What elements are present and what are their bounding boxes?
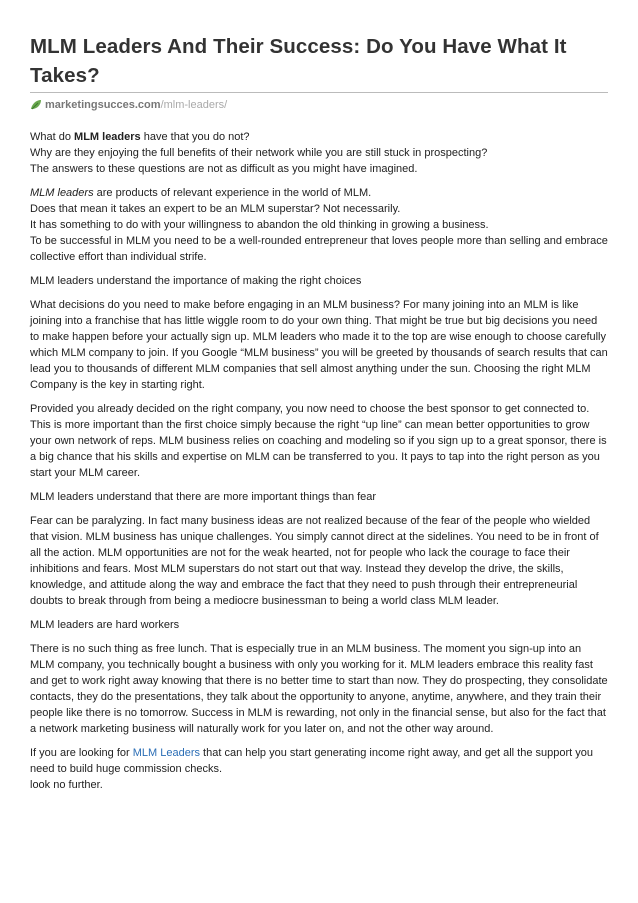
article-body: [30, 129, 608, 793]
closing-paragraph: [30, 745, 608, 793]
intro-q3: The answers to these questions are not as difficult as you might have imagined.: [30, 163, 418, 175]
source-line: [30, 98, 608, 112]
intro-q1-post: have that you do not?: [140, 131, 250, 143]
section-heading-choices: MLM leaders understand the importance of making the right choices: [30, 275, 362, 287]
products-paragraph: [30, 185, 608, 265]
sponsor-paragraph: Provided you already decided on the right company, you now need to choose the best sponsor to get connected to. This is more important than the first choice simply because the right “up line” can mean better opportunities to grow your own network of reps. MLM business relies on coaching and modeling so if you sign up to a great sponsor, there is a big chance that his skills and expertise on MLM can be transferred to you. It pays to tap into the right person as you start your MLM career.: [30, 403, 607, 479]
intro-paragraph: [30, 129, 608, 177]
source-path[interactable]: /mlm-leaders/: [160, 99, 228, 111]
leaf-icon: [30, 99, 42, 110]
title-divider: [30, 92, 608, 93]
products-line-2: Does that mean it takes an expert to be an MLM superstar? Not necessarily.: [30, 203, 401, 215]
closing-pre: If you are looking for: [30, 747, 133, 759]
intro-q1-pre: What do: [30, 131, 75, 143]
products-line-1: are products of relevant experience in the world of MLM.: [93, 187, 372, 199]
section-heading-workers: MLM leaders are hard workers: [30, 619, 180, 631]
choices-paragraph: What decisions do you need to make before engaging in an MLM business? For many joining into an MLM is like joining into a franchise that has little wiggle room to do your own thing. That might be true but big decisions you need to make happen before your actually sign up. MLM leaders who made it to the top are wise enough to choose carefully which MLM company to join. If you Google “MLM business” you will be greeted by thousands of search results that can lead you to thousands of different MLM companies that sell almost anything under the sun. Choosing the right MLM Company is the key in starting right.: [30, 299, 608, 391]
fear-paragraph: Fear can be paralyzing. In fact many business ideas are not realized because of the fear of the people who wielded that vision. MLM business has unique challenges. You simply cannot direct at the sidelines. You need to be in front of all the action. MLM opportunities are not for the weak hearted, not for people who lack the courage to face their inhibitions and fears. Most MLM superstars do not start out that way. Instead they develop the drive, the skills, knowledge, and attitude along the way and embrace the fact that they need to push through their entrepreneurial doubts to break through from being a mediocre businessman to being a world class MLM leader.: [30, 515, 599, 607]
source-domain-link[interactable]: marketingsucces.com: [45, 99, 161, 111]
closing-post: that can help you start generating income right away, and get all the support you need to build huge commission checks.: [30, 747, 593, 775]
intro-q2: Why are they enjoying the full benefits of their network while you are still stuck in prospecting?: [30, 147, 488, 159]
products-line-4: To be successful in MLM you need to be a well-rounded entrepreneur that loves people more than selling and embrace collective effort than individual strife.: [30, 235, 608, 263]
products-line-3: It has something to do with your willingness to abandon the old thinking in growing a business.: [30, 219, 489, 231]
mlm-leaders-link[interactable]: MLM Leaders: [132, 747, 200, 759]
section-heading-fear: MLM leaders understand that there are more important things than fear: [30, 491, 377, 503]
intro-q1-bold: MLM leaders: [74, 131, 141, 143]
products-italic: MLM leaders: [30, 187, 94, 199]
closing-line-2: look no further.: [30, 779, 103, 791]
workers-paragraph: There is no such thing as free lunch. That is especially true in an MLM business. The moment you sign-up into an MLM company, you technically bought a business with only you working for it. MLM leaders embrace this reality fast and get to work right away knowing that there is no better time to start than now. They do prospecting, they consolidate contacts, they do the presentations, they talk about the opportunity to anyone, anytime, anywhere, and they train their people like there is no tomorrow. Success in MLM is rewarding, not only in the financial sense, but also for the fact that a network marketing business will naturally work for you later on, and not the other way around.: [30, 643, 608, 735]
page-title: MLM Leaders And Their Success: Do You Have What It Takes?: [30, 35, 567, 87]
